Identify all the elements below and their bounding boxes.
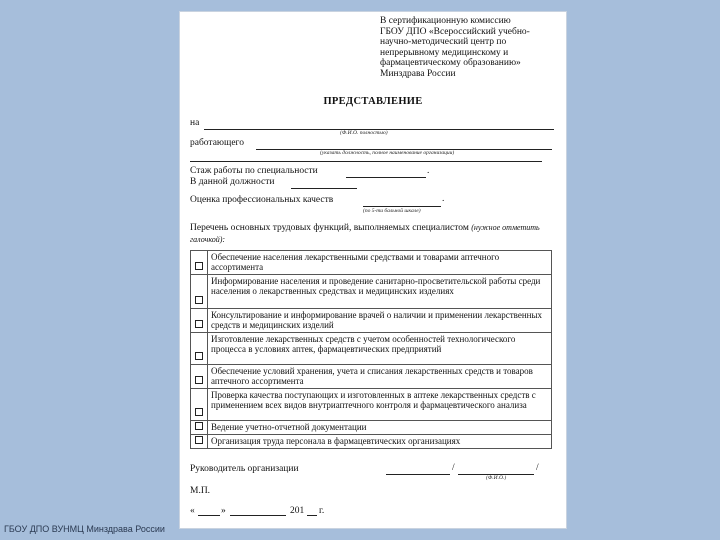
year-suffix: г. <box>319 506 325 516</box>
function-checkbox[interactable] <box>195 422 203 430</box>
function-checkbox[interactable] <box>195 320 203 328</box>
date-open: « <box>190 506 195 516</box>
function-checkbox[interactable] <box>195 296 203 304</box>
head-label: Руководитель организации <box>190 464 299 474</box>
checkbox-cell <box>191 435 208 449</box>
day-line[interactable] <box>198 515 220 516</box>
table-row <box>191 251 552 275</box>
checkbox-cell <box>191 309 208 333</box>
experience-line[interactable] <box>346 177 426 178</box>
checkbox-cell <box>191 333 208 365</box>
stamp-label: М.П. <box>190 486 211 496</box>
addressee-line: непрерывному медицинскому и <box>380 47 509 58</box>
table-row <box>191 275 552 309</box>
checkbox-cell <box>191 251 208 275</box>
function-text: Обеспечение условий хранения, учета и списания лекарственных средств и товаров аптечного ассортимента <box>208 365 552 389</box>
year-line[interactable] <box>307 515 317 516</box>
functions-table <box>190 250 552 449</box>
document-page <box>180 12 566 528</box>
slash-close: / <box>536 463 539 473</box>
function-text: Информирование населения и проведение санитарно-просветительской работы среди населения о лекарственных средствах и медицинских изделиях <box>208 275 552 309</box>
addressee-line: научно-методический центр по <box>380 37 507 47</box>
function-checkbox[interactable] <box>195 408 203 416</box>
table-row <box>191 333 552 365</box>
assessment-line[interactable] <box>363 206 441 207</box>
function-text: Изготовление лекарственных средств с учетом особенностей технологического процесса в условиях аптек, фармацевтических предприятий <box>208 333 552 365</box>
checkbox-cell <box>191 275 208 309</box>
document-title: ПРЕДСТАВЛЕНИЕ <box>323 96 423 107</box>
table-row <box>191 389 552 421</box>
working-label: работающего <box>190 138 244 148</box>
current-position-line[interactable] <box>291 188 357 189</box>
table-row <box>191 435 552 449</box>
function-checkbox[interactable] <box>195 376 203 384</box>
experience-label: Стаж работы по специальности <box>190 166 318 176</box>
function-checkbox[interactable] <box>195 352 203 360</box>
date-mid: » <box>221 506 226 516</box>
function-checkbox[interactable] <box>195 262 203 270</box>
slash-open: / <box>452 463 455 473</box>
name-hint: (Ф.И.О.) <box>486 475 507 481</box>
addressee-block <box>380 16 570 79</box>
footer-caption: ГБОУ ДПО ВУНМЦ Минздрава России <box>4 524 165 534</box>
assessment-hint: (по 5-ти бальной шкале) <box>363 208 421 214</box>
addressee-line: В сертификационную комиссию <box>380 16 511 26</box>
functions-intro: Перечень основных трудовых функций, выполняемых специалистом (нужное отметить галочкой): <box>190 223 540 244</box>
function-checkbox[interactable] <box>195 436 203 444</box>
table-row <box>191 421 552 435</box>
functions-intro-note: (нужное отметить галочкой): <box>190 223 540 244</box>
addressee-line: фармацевтическому образованию» <box>380 58 521 68</box>
function-text: Ведение учетно-отчетной документации <box>208 421 552 435</box>
na-label: на <box>190 118 200 128</box>
position-hint: (указать должность, полное наименование организации) <box>320 150 455 156</box>
table-row <box>191 309 552 333</box>
organization-line[interactable] <box>190 161 542 162</box>
assessment-label: Оценка профессиональных качеств <box>190 195 334 205</box>
assessment-suffix: . <box>442 194 445 204</box>
current-position-label: В данной должности <box>190 177 275 187</box>
year-prefix: 201 <box>290 506 305 516</box>
function-text: Обеспечение населения лекарственными средствами и товарами аптечного ассортимента <box>208 251 552 275</box>
signature-line[interactable] <box>386 474 450 475</box>
fio-hint: (Ф.И.О. полностью) <box>340 130 388 136</box>
function-text: Проверка качества поступающих и изготовленных в аптеке лекарственных средств с применением всех видов внутриаптечного контроля и фармацевтического анализа <box>208 389 552 421</box>
function-text: Организация труда персонала в фармацевтических организациях <box>208 435 552 449</box>
month-line[interactable] <box>230 515 286 516</box>
function-text: Консультирование и информирование врачей о наличии и применении лекарственных средств и медицинских изделий <box>208 309 552 333</box>
addressee-line: ГБОУ ДПО «Всероссийский учебно- <box>380 26 530 37</box>
addressee-line: Минздрава России <box>380 68 456 79</box>
checkbox-cell <box>191 421 208 435</box>
experience-suffix: . <box>427 166 430 176</box>
checkbox-cell <box>191 389 208 421</box>
checkbox-cell <box>191 365 208 389</box>
table-row <box>191 365 552 389</box>
